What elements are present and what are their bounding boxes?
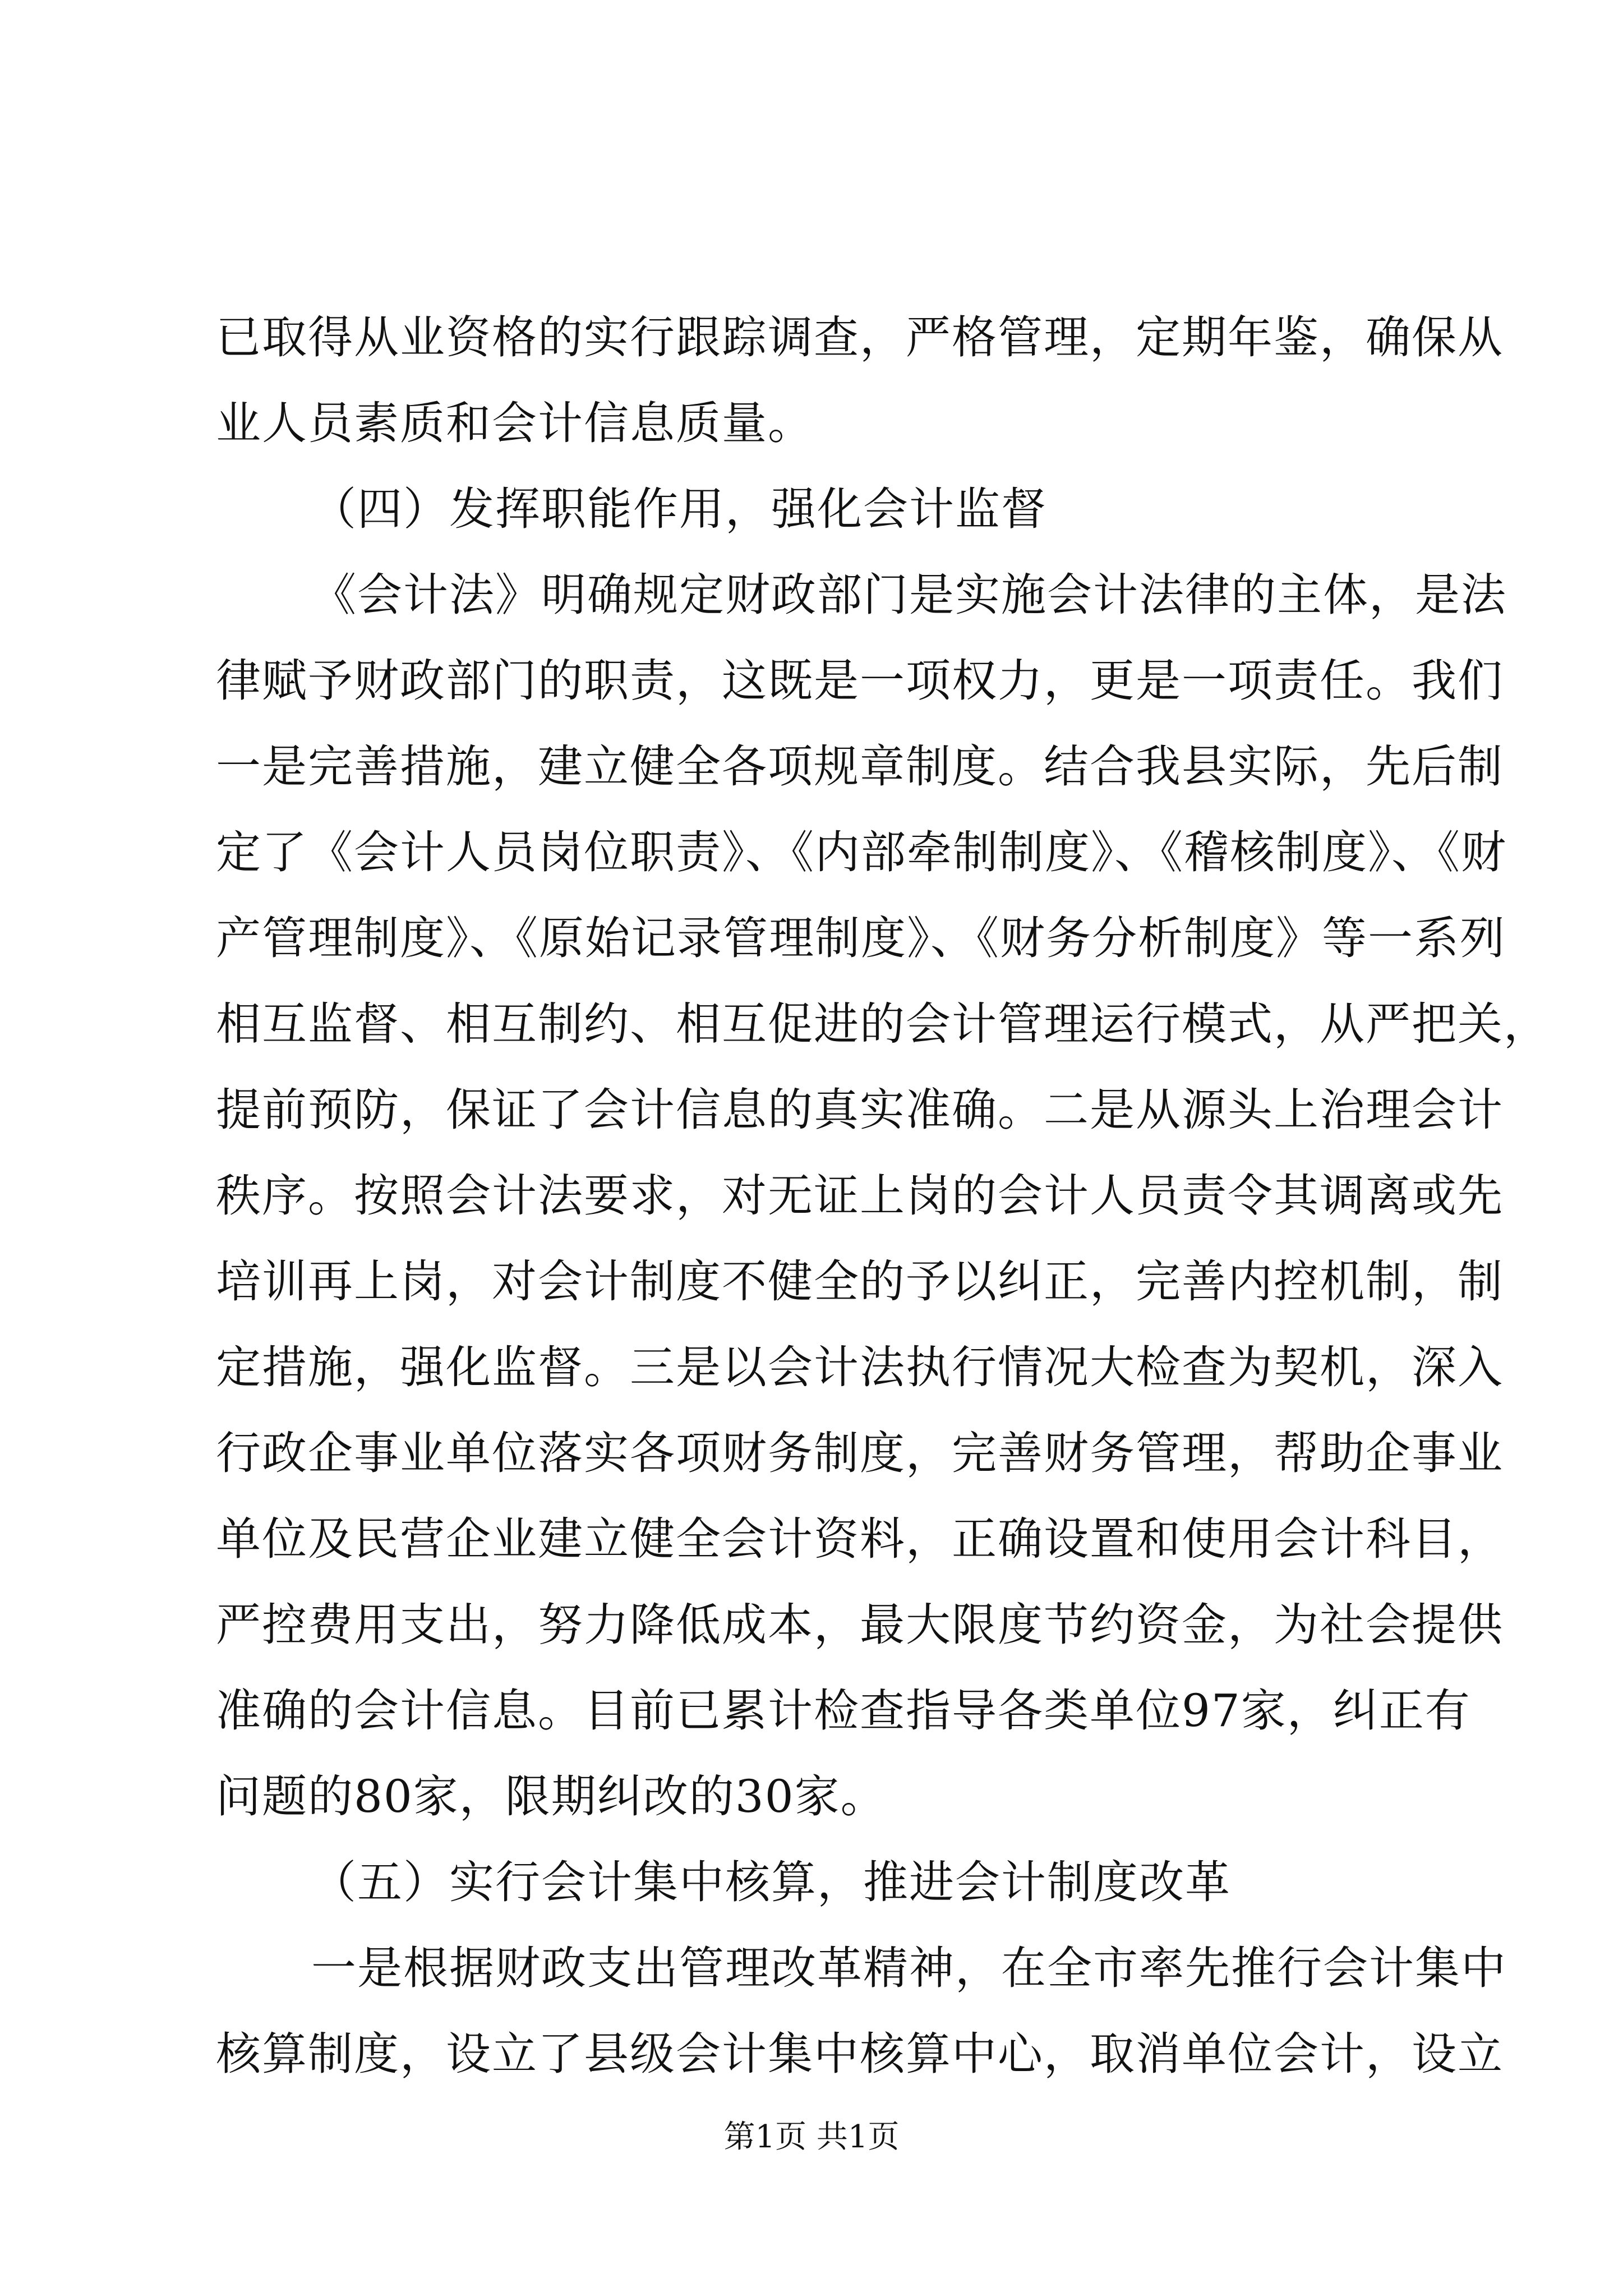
body-text-line: 培训再上岗，对会计制度不健全的予以纠正，完善内控机制，制 [216,1255,1504,1308]
body-text-line: 秩序。按照会计法要求，对无证上岗的会计人员责令其调离或先 [216,1170,1504,1222]
page-footer: 第1页 共1页 [723,2119,900,2155]
body-text-line: 一是完善措施，建立健全各项规章制度。结合我县实际，先后制 [216,740,1504,793]
body-text-line: 定了《会计人员岗位职责》、《内部牵制制度》、《稽核制度》、《财 [216,826,1507,878]
body-text-line: 行政企事业单位落实各项财务制度，完善财务管理，帮助企事业 [216,1427,1504,1479]
body-text-line: 问题的80家，限期纠改的30家。 [216,1770,887,1823]
body-text-line: 已取得从业资格的实行跟踪调查，严格管理，定期年鉴，确保从 [216,311,1504,364]
body-text-line: 一是根据财政支出管理改革精神，在全市率先推行会计集中 [311,1942,1507,1994]
section-heading: （四）发挥职能作用，强化会计监督 [311,483,1047,535]
body-text-line: 产管理制度》、《原始记录管理制度》、《财务分析制度》等一系列 [216,912,1506,964]
body-text-line: 相互监督、相互制约、相互促进的会计管理运行模式，从严把关， [216,998,1550,1050]
body-text-line: 定措施，强化监督。三是以会计法执行情况大检查为契机，深入 [216,1341,1504,1393]
body-text-line: 准确的会计信息。目前已累计检查指导各类单位97家，纠正有 [216,1685,1471,1737]
body-text-line: 核算制度，设立了县级会计集中核算中心，取消单位会计，设立 [216,2028,1504,2080]
body-text-line: 业人员素质和会计信息质量。 [216,397,814,449]
section-heading: （五）实行会计集中核算，推进会计制度改革 [311,1856,1231,1908]
body-text-line: 严控费用支出，努力降低成本，最大限度节约资金，为社会提供 [216,1599,1504,1651]
body-text-line: 提前预防，保证了会计信息的真实准确。二是从源头上治理会计 [216,1084,1504,1136]
body-text-line: 律赋予财政部门的职责，这既是一项权力，更是一项责任。我们 [216,655,1504,707]
body-text-line: 单位及民营企业建立健全会计资料，正确设置和使用会计科目， [216,1513,1504,1565]
body-text-line: 《会计法》明确规定财政部门是实施会计法律的主体，是法 [311,569,1507,621]
